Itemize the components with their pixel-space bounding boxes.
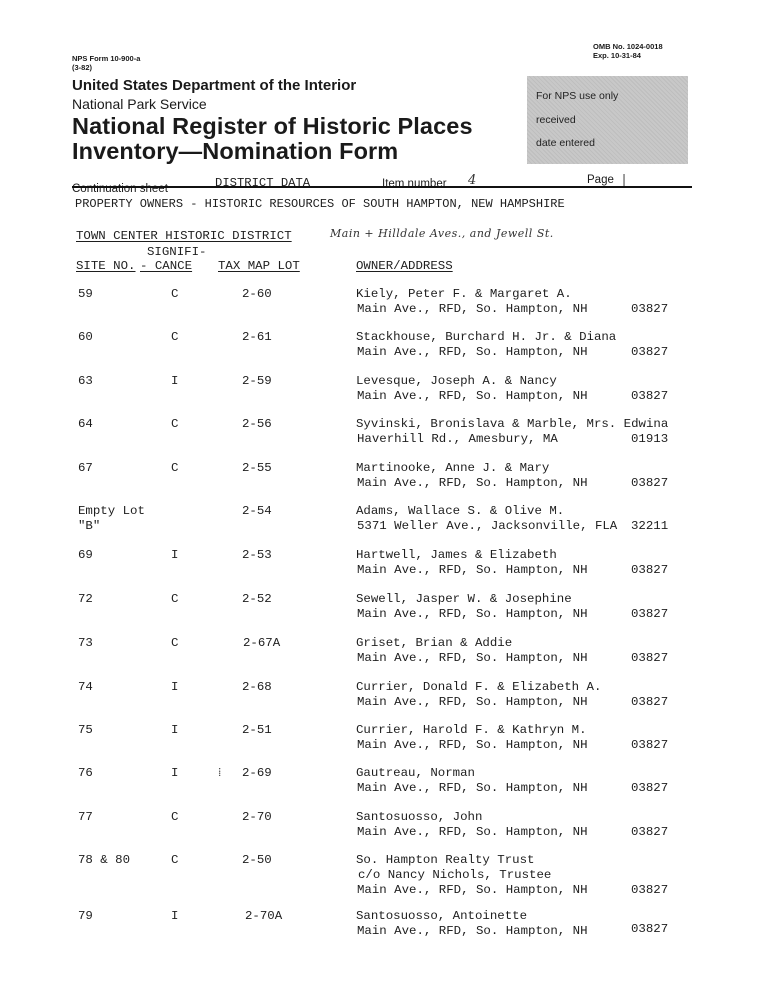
owner-zip: 03827 xyxy=(631,781,669,795)
owner-zip: 32211 xyxy=(631,519,669,533)
owner-address: Main Ave., RFD, So. Hampton, NH xyxy=(357,781,588,795)
form-title-line1: National Register of Historic Places xyxy=(72,113,473,139)
owner-address: Main Ave., RFD, So. Hampton, NH xyxy=(357,695,588,709)
owner-address: Main Ave., RFD, So. Hampton, NH xyxy=(357,651,588,665)
site-number: 79 xyxy=(78,909,93,923)
significance: I xyxy=(171,680,179,694)
tax-map-lot: 2-67A xyxy=(243,636,281,650)
tax-map-lot: 2-53 xyxy=(242,548,272,562)
site-number: 72 xyxy=(78,592,93,606)
owner-zip: 03827 xyxy=(631,738,669,752)
owner-name: Sewell, Jasper W. & Josephine xyxy=(356,592,572,606)
continuation-rule xyxy=(72,186,692,188)
tax-map-lot: 2-54 xyxy=(242,504,272,518)
column-header-signifi: SIGNIFI- xyxy=(147,245,207,259)
owner-zip: 03827 xyxy=(631,883,669,897)
owner-zip: 03827 xyxy=(631,345,669,359)
department-name: United States Department of the Interior xyxy=(72,77,357,94)
item-number-label: Item number xyxy=(382,178,447,190)
owner-zip: 03827 xyxy=(631,302,669,316)
significance: I xyxy=(171,548,179,562)
significance: I xyxy=(171,723,179,737)
tax-map-lot: 2-51 xyxy=(242,723,272,737)
owner-zip: 03827 xyxy=(631,922,669,936)
owner-name: Currier, Harold F. & Kathryn M. xyxy=(356,723,587,737)
owner-name: Griset, Brian & Addie xyxy=(356,636,513,650)
owner-address: Haverhill Rd., Amesbury, MA xyxy=(357,432,558,446)
nps-use-only-box xyxy=(527,76,688,164)
district-name: TOWN CENTER HISTORIC DISTRICT xyxy=(76,229,292,243)
site-number: 64 xyxy=(78,417,93,431)
site-number: 78 & 80 xyxy=(78,853,131,867)
form-date: (3-82) xyxy=(72,63,93,72)
nps-box-received: received xyxy=(536,114,576,126)
owner-address: Main Ave., RFD, So. Hampton, NH xyxy=(357,302,588,316)
continuation-sheet-value: DISTRICT DATA xyxy=(215,176,311,190)
site-number: 59 xyxy=(78,287,93,301)
significance: C xyxy=(171,592,179,606)
owner-address: 5371 Weller Ave., Jacksonville, FLA xyxy=(357,519,618,533)
tax-map-lot: 2-50 xyxy=(242,853,272,867)
service-name: National Park Service xyxy=(72,96,207,112)
owner-zip: 03827 xyxy=(631,607,669,621)
owner-address: Main Ave., RFD, So. Hampton, NH xyxy=(357,563,588,577)
owner-zip: 03827 xyxy=(631,389,669,403)
owner-address: Main Ave., RFD, So. Hampton, NH xyxy=(357,924,588,938)
tax-map-lot: 2-55 xyxy=(242,461,272,475)
district-handwritten-note: Main + Hilldale Aves., and Jewell St. xyxy=(330,227,554,240)
site-number: 67 xyxy=(78,461,93,475)
owner-name: Santosuosso, Antoinette xyxy=(356,909,528,923)
significance: C xyxy=(171,810,179,824)
significance: C xyxy=(171,461,179,475)
significance: I xyxy=(171,909,179,923)
owner-name: Martinooke, Anne J. & Mary xyxy=(356,461,550,475)
tax-map-lot: 2-70 xyxy=(242,810,272,824)
owner-address: Main Ave., RFD, So. Hampton, NH xyxy=(357,607,588,621)
owner-zip: 03827 xyxy=(631,563,669,577)
omb-number: OMB No. 1024-0018 xyxy=(593,42,663,51)
site-number: 60 xyxy=(78,330,93,344)
owner-name: Stackhouse, Burchard H. Jr. & Diana xyxy=(356,330,617,344)
tax-map-lot: 2-69 xyxy=(242,766,272,780)
owner-name: Adams, Wallace S. & Olive M. xyxy=(356,504,565,518)
significance: C xyxy=(171,287,179,301)
significance: C xyxy=(171,330,179,344)
column-header-tax-map-lot: TAX MAP LOT xyxy=(218,259,300,273)
column-header-cance: - CANCE xyxy=(140,259,193,273)
owner-name: Currier, Donald F. & Elizabeth A. xyxy=(356,680,602,694)
owner-name: Syvinski, Bronislava & Marble, Mrs. Edwina xyxy=(356,417,669,431)
expiration-date: Exp. 10-31-84 xyxy=(593,51,641,60)
site-number: 63 xyxy=(78,374,93,388)
site-number: 75 xyxy=(78,723,93,737)
owner-address: Main Ave., RFD, So. Hampton, NH xyxy=(357,738,588,752)
owner-name: Kiely, Peter F. & Margaret A. xyxy=(356,287,572,301)
page-value: | xyxy=(622,172,627,186)
site-number: 73 xyxy=(78,636,93,650)
continuation-sheet-label: Continuation sheet xyxy=(72,183,168,195)
owner-care-of: c/o Nancy Nichols, Trustee xyxy=(358,868,552,882)
tax-map-lot: 2-56 xyxy=(242,417,272,431)
site-number: 77 xyxy=(78,810,93,824)
item-number-value: 4 xyxy=(468,173,477,188)
owner-address: Main Ave., RFD, So. Hampton, NH xyxy=(357,883,588,897)
owner-name: Santosuosso, John xyxy=(356,810,483,824)
nps-box-line1: For NPS use only xyxy=(536,90,619,102)
owner-name: So. Hampton Realty Trust xyxy=(356,853,535,867)
tax-map-lot: 2-59 xyxy=(242,374,272,388)
column-header-site-no: SITE NO. xyxy=(76,259,136,273)
site-number: 76 xyxy=(78,766,93,780)
document-heading: PROPERTY OWNERS - HISTORIC RESOURCES OF SOUTH HAMPTON, NEW HAMPSHIRE xyxy=(75,197,565,211)
owner-address: Main Ave., RFD, So. Hampton, NH xyxy=(357,345,588,359)
owner-zip: 03827 xyxy=(631,695,669,709)
scan-mark: ⁞ xyxy=(218,765,222,779)
owner-address: Main Ave., RFD, So. Hampton, NH xyxy=(357,476,588,490)
owner-name: Hartwell, James & Elizabeth xyxy=(356,548,557,562)
nps-box-date-entered: date entered xyxy=(536,137,595,149)
significance: C xyxy=(171,636,179,650)
form-title-line2: Inventory—Nomination Form xyxy=(72,138,399,164)
page-label: Page xyxy=(587,174,614,186)
owner-zip: 03827 xyxy=(631,825,669,839)
owner-zip: 01913 xyxy=(631,432,669,446)
significance: I xyxy=(171,766,179,780)
tax-map-lot: 2-70A xyxy=(245,909,283,923)
owner-name: Gautreau, Norman xyxy=(356,766,475,780)
owner-zip: 03827 xyxy=(631,476,669,490)
tax-map-lot: 2-61 xyxy=(242,330,272,344)
owner-address: Main Ave., RFD, So. Hampton, NH xyxy=(357,825,588,839)
column-header-owner-address: OWNER/ADDRESS xyxy=(356,259,453,273)
site-number: 74 xyxy=(78,680,93,694)
significance: C xyxy=(171,853,179,867)
owner-name: Levesque, Joseph A. & Nancy xyxy=(356,374,557,388)
tax-map-lot: 2-68 xyxy=(242,680,272,694)
site-number-line2: "B" xyxy=(78,519,101,533)
form-id: NPS Form 10-900-a xyxy=(72,54,141,63)
tax-map-lot: 2-60 xyxy=(242,287,272,301)
significance: I xyxy=(171,374,179,388)
significance: C xyxy=(171,417,179,431)
site-number: 69 xyxy=(78,548,93,562)
tax-map-lot: 2-52 xyxy=(242,592,272,606)
owner-zip: 03827 xyxy=(631,651,669,665)
owner-address: Main Ave., RFD, So. Hampton, NH xyxy=(357,389,588,403)
site-number: Empty Lot xyxy=(78,504,145,518)
